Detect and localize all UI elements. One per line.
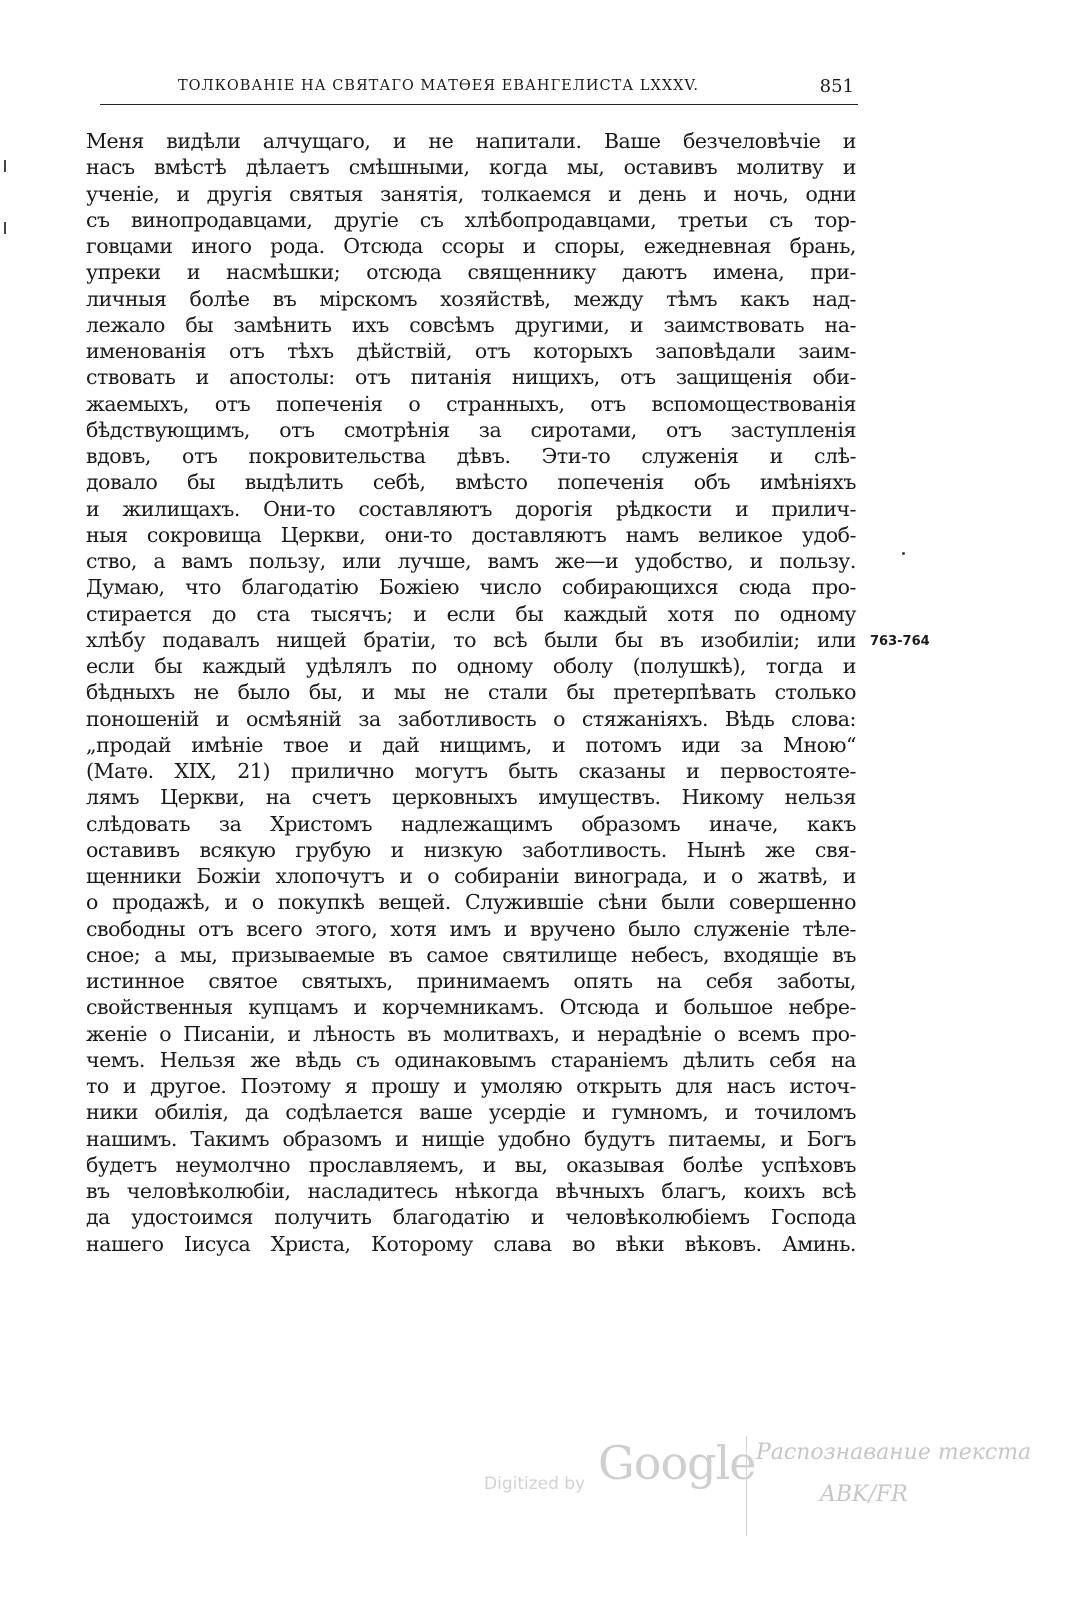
text-line: въ человѣколюбіи, насладитесь нѣкогда вѣчныхъ благъ, коихъ всѣ <box>86 1179 856 1203</box>
text-line: ныя сокровища Церкви, они-то доставляютъ намъ великое удоб- <box>86 522 856 547</box>
text-line: щенники Божіи хлопочутъ и о собираніи винограда, и о жатвѣ, и <box>86 864 856 888</box>
text-line: упреки и насмѣшки; отсюда священнику даютъ имена, при- <box>86 260 856 285</box>
text-line: хлѣбу подавалъ нищей братіи, то всѣ были бы въ изобиліи; или <box>86 627 856 652</box>
text-line: бѣдствующимъ, отъ смотрѣнія за сиротами, отъ заступленія <box>86 417 856 442</box>
text-line: сное; а мы, призываемые въ самое святилище небесъ, входящіе въ <box>86 942 856 967</box>
text-line: и жилищахъ. Они-то составляютъ дорогія рѣдкости и прилич- <box>86 496 856 521</box>
text-line: довало бы выдѣлить себѣ, вмѣсто попеченія объ имѣніяхъ <box>86 470 856 495</box>
text-line: женіе о Писаніи, и лѣность въ молитвахъ, и нерадѣніе о всемъ про- <box>86 1021 856 1046</box>
text-line: стирается до ста тысячъ; и если бы каждый хотя по одному <box>86 601 856 626</box>
recognition-credit: ABK/FR <box>820 1482 908 1507</box>
text-line: слѣдовать за Христомъ надлежащимъ образомъ иначе, какъ <box>86 811 856 836</box>
text-line: то и другое. Поэтому я прошу и умоляю открыть для насъ источ- <box>86 1074 856 1098</box>
body-text <box>86 128 856 1257</box>
text-line: лежало бы замѣнить ихъ совсѣмъ другими, и заимствовать на- <box>86 312 856 337</box>
text-line: поношеній и осмѣяній за заботливость о стяжаніяхъ. Вѣдь слова: <box>86 706 856 731</box>
text-line: съ винопродавцами, другіе съ хлѣбопродавцами, третьи съ тор- <box>86 207 856 232</box>
text-line: если бы каждый удѣлялъ по одному оболу (полушкѣ), тогда и <box>86 654 856 678</box>
text-line: говцами иного рода. Отсюда ссоры и споры, ежедневная брань, <box>86 234 856 258</box>
text-line: жаемыхъ, отъ попеченія о странныхъ, отъ вспомоществованія <box>86 391 856 416</box>
margin-note: 763-764 <box>870 634 930 649</box>
text-line: будетъ неумолчно прославляемъ, и вы, оказывая болѣе успѣховъ <box>86 1152 856 1177</box>
text-line: (Матѳ. XIX, 21) прилично могутъ быть сказаны и первостояте- <box>86 759 856 783</box>
text-line: ники обилія, да содѣлается ваше усердіе и гумномъ, и точиломъ <box>86 1100 856 1125</box>
text-line: нашего Іисуса Христа, Которому слава во вѣки вѣковъ. Аминь. <box>86 1231 856 1256</box>
text-line: Думаю, что благодатію Божіею число собирающихся сюда про- <box>86 575 856 600</box>
text-line: ство, а вамъ пользу, или лучше, вамъ же—и удобство, и пользу. <box>86 549 856 573</box>
edge-mark <box>4 222 6 234</box>
text-line: бѣдныхъ не было бы, и мы не стали бы претерпѣвать столько <box>86 680 856 705</box>
text-line: нашимъ. Такимъ образомъ и нищіе удобно будутъ питаемы, и Богъ <box>86 1126 856 1151</box>
text-line: личныя болѣе въ мірскомъ хозяйствѣ, между тѣмъ какъ над- <box>86 286 856 311</box>
text-line: истинное святое святыхъ, принимаемъ опять на себя заботы, <box>86 969 856 993</box>
page-number: 851 <box>819 76 854 97</box>
footer-divider <box>746 1436 747 1536</box>
text-line: лямъ Церкви, на счетъ церковныхъ имуществъ. Никому нельзя <box>86 785 856 810</box>
text-line: „продай имѣніе твое и дай нищимъ, и потомъ иди за Мною“ <box>86 732 856 757</box>
text-line: ствовать и апостолы: отъ питанія нищихъ, отъ защищенія оби- <box>86 365 856 390</box>
text-line: именованія отъ тѣхъ дѣйствій, отъ которыхъ заповѣдали заим- <box>86 339 856 363</box>
text-line: о продажѣ, и о покупкѣ вещей. Служившіе сѣни были совершенно <box>86 890 856 915</box>
text-line: чемъ. Нельзя же вѣдь съ одинаковымъ стараніемъ дѣлить себя на <box>86 1047 856 1072</box>
digitized-by-label: Digitized by <box>484 1474 586 1494</box>
recognition-label: Распознавание текста <box>756 1440 1032 1465</box>
text-line: ученіе, и другія святыя занятія, толкаемся и день и ночь, одни <box>86 181 856 206</box>
google-logo: Google <box>598 1436 756 1490</box>
text-line: свойственныя купцамъ и корчемникамъ. Отсюда и большое небре- <box>86 995 856 1020</box>
header-rule <box>100 104 858 105</box>
text-line: да удостоимся получить благодатію и человѣколюбіемъ Господа <box>86 1205 856 1230</box>
scan-footer <box>480 1436 1040 1546</box>
text-line: свободны отъ всего этого, хотя имъ и вручено было служеніе тѣле- <box>86 916 856 941</box>
text-line: насъ вмѣстѣ дѣлаетъ смѣшными, когда мы, оставивъ молитву и <box>86 155 856 180</box>
text-line: вдовъ, отъ покровительства дѣвъ. Эти-то служенія и слѣ- <box>86 444 856 468</box>
edge-mark <box>4 160 6 172</box>
running-header-title: ТОЛКОВАНІЕ НА СВЯТАГО МАТѲЕЯ ЕВАНГЕЛИСТА LXXXV. <box>178 78 700 94</box>
text-line: Меня видѣли алчущаго, и не напитали. Ваше безчеловѣчіе и <box>86 129 856 153</box>
text-line: оставивъ всякую грубую и низкую заботливость. Нынѣ же свя- <box>86 837 856 862</box>
running-header <box>100 76 858 102</box>
stray-dot <box>902 552 905 555</box>
